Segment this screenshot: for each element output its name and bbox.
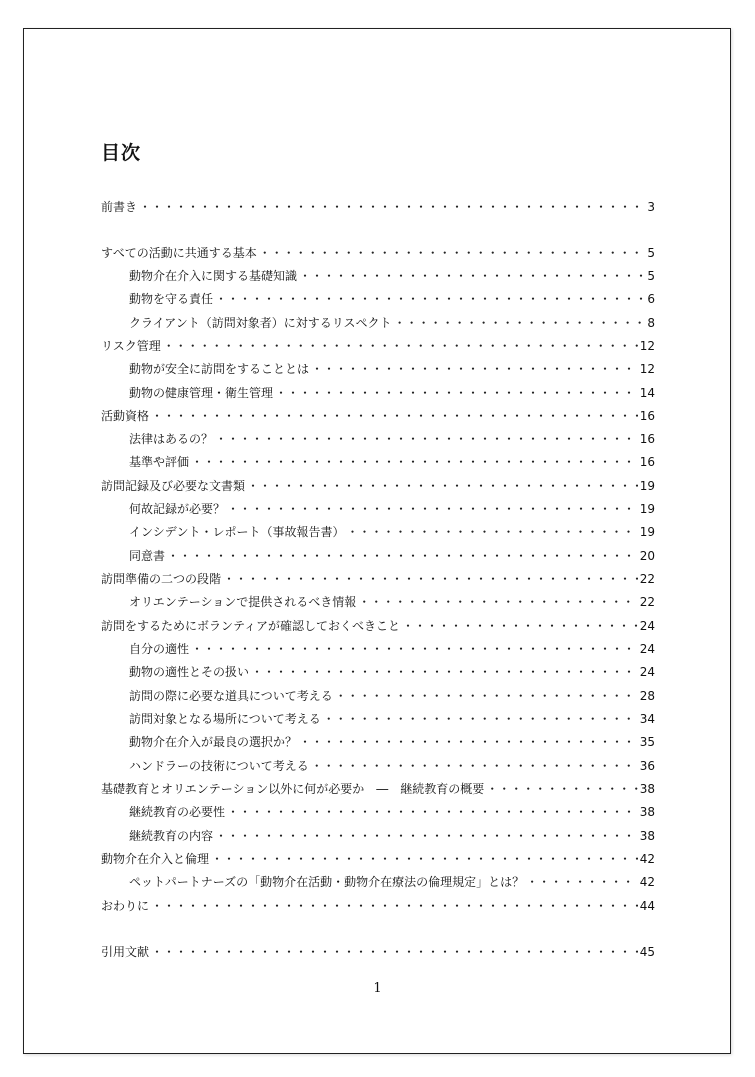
toc-entry-page: 19 (639, 502, 655, 516)
toc-entry-page: 45 (639, 945, 655, 959)
toc-leader-dots (151, 943, 638, 961)
toc-entry-label: 訪問対象となる場所について考える (129, 712, 321, 726)
toc-entry[interactable] (101, 360, 655, 378)
toc-entry-page: 16 (639, 455, 655, 469)
toc-entry-label: 同意書 (129, 549, 166, 563)
toc-leader-dots (191, 640, 638, 658)
toc-entry-label: 継続教育の内容 (129, 829, 214, 843)
toc-entry[interactable] (101, 500, 655, 518)
toc-entry-page: 24 (639, 665, 655, 679)
toc-leader-dots (275, 384, 638, 402)
toc-entry-label: ハンドラーの技術について考える (129, 759, 309, 773)
toc-entry[interactable] (101, 780, 655, 798)
toc-entry-page: 16 (639, 432, 655, 446)
toc-entry-label: 訪問準備の二つの段階 (101, 572, 222, 586)
toc-leader-dots (311, 757, 638, 775)
toc-leader-dots (211, 850, 638, 868)
toc-entry[interactable] (101, 897, 655, 915)
toc-leader-dots (402, 617, 638, 635)
toc-entry-label: 動物の適性とその扱い (129, 665, 250, 679)
toc-entry-label: 動物が安全に訪問をすることとは (129, 362, 310, 376)
toc-entry-label: すべての活動に共通する基本 (101, 246, 257, 260)
toc-entry[interactable] (101, 757, 655, 775)
toc-entry-label: 前書き (101, 200, 138, 214)
toc-entry-page: 22 (639, 595, 655, 609)
toc-leader-dots (215, 290, 645, 308)
toc-leader-dots (151, 407, 638, 425)
toc-leader-dots (346, 523, 637, 541)
toc-entry[interactable] (101, 687, 655, 705)
toc-entry-page: 35 (639, 735, 655, 749)
toc-entry[interactable] (101, 943, 655, 961)
toc-leader-dots (191, 453, 638, 471)
toc-leader-dots (358, 593, 637, 611)
toc-entry-page: 16 (639, 409, 655, 423)
toc-entry[interactable] (101, 267, 655, 285)
toc-entry[interactable] (101, 873, 655, 891)
toc-entry-page: 12 (639, 362, 655, 376)
toc-entry-label: おわりに (101, 899, 150, 913)
toc-leader-dots (247, 477, 638, 495)
toc-entry-page: 36 (639, 759, 655, 773)
toc-leader-dots (227, 803, 638, 821)
toc-entry-label: リスク管理 (101, 339, 161, 353)
page-number: 1 (373, 981, 382, 996)
toc-leader-dots (215, 827, 638, 845)
toc-entry-page: 38 (639, 782, 655, 796)
toc-entry-page: 19 (639, 479, 655, 493)
toc-leader-dots (163, 337, 638, 355)
toc-entry-page: 14 (639, 386, 655, 400)
toc-entry-page: 5 (647, 246, 655, 260)
toc-entry[interactable] (101, 547, 655, 565)
toc-leader-dots (251, 663, 638, 681)
toc-leader-dots (259, 244, 646, 262)
toc-leader-dots (323, 710, 638, 728)
toc-entry-label: 活動資格 (101, 409, 150, 423)
toc-leader-dots (299, 267, 645, 285)
toc-leader-dots (167, 547, 638, 565)
toc-entry-label: 基準や評価 (129, 455, 190, 469)
toc-entry[interactable] (101, 710, 655, 728)
toc-leader-dots (215, 430, 638, 448)
toc-entry-page: 24 (639, 619, 655, 633)
toc-entry-page: 44 (639, 899, 655, 913)
toc-entry[interactable] (101, 198, 655, 216)
toc-entry[interactable] (101, 850, 655, 868)
toc-entry-label: 訪問記録及び必要な文書類 (101, 479, 246, 493)
toc-entry-page: 12 (639, 339, 655, 353)
toc-leader-dots (486, 780, 637, 798)
toc-entry-label: 基礎教育とオリエンテーション以外に何が必要か ― 継続教育の概要 (101, 782, 485, 796)
toc-entry-label: 法律はあるの？ (129, 432, 214, 446)
toc-leader-dots (335, 687, 638, 705)
toc-entry-page: 34 (639, 712, 655, 726)
toc-entry[interactable] (101, 523, 655, 541)
toc-leader-dots (139, 198, 645, 216)
toc-entry-label: 訪問の際に必要な道具について考える (129, 689, 333, 703)
toc-entry-label: 動物介在介入に関する基礎知識 (129, 269, 298, 283)
toc-entry-label: 動物の健康管理・衛生管理 (129, 386, 274, 400)
toc-entry-page: 19 (639, 525, 655, 539)
toc-entry[interactable] (101, 477, 655, 495)
toc-entry-label: インシデント・レポート（事故報告書） (129, 525, 345, 539)
toc-entry-page: 20 (639, 549, 655, 563)
toc-entry-label: オリエンテーションで提供されるべき情報 (129, 595, 357, 609)
toc-entry[interactable] (101, 570, 655, 588)
toc-entry-label: 動物を守る責任 (129, 292, 214, 306)
toc-entry-label: 自分の適性 (129, 642, 190, 656)
toc-entry[interactable] (101, 663, 655, 681)
toc-entry-label: 継続教育の必要性 (129, 805, 226, 819)
toc-entry-page: 24 (639, 642, 655, 656)
toc-entry-label: 訪問をするためにボランティアが確認しておくべきこと (101, 619, 401, 633)
toc-entry-label: 動物介在介入が最良の選択か？ (129, 735, 298, 749)
toc-entry[interactable] (101, 314, 655, 332)
toc-leader-dots (223, 570, 638, 588)
toc-entry[interactable] (101, 407, 655, 425)
toc-leader-dots (394, 314, 646, 332)
toc-entry[interactable] (101, 827, 655, 845)
toc-entry-page: 3 (647, 200, 655, 214)
toc-entry-page: 42 (639, 852, 655, 866)
toc-entry-label: 何故記録が必要？ (129, 502, 226, 516)
toc-entry-label: 動物介在介入と倫理 (101, 852, 210, 866)
toc-entry[interactable] (101, 640, 655, 658)
toc-entry[interactable] (101, 617, 655, 635)
toc-entry[interactable] (101, 337, 655, 355)
toc-entry[interactable] (101, 290, 655, 308)
toc-entry-page: 38 (639, 805, 655, 819)
toc-entry-label: ペットパートナーズの「動物介在活動・動物介在療法の倫理規定」とは？ (129, 875, 525, 889)
toc-entry[interactable] (101, 593, 655, 611)
toc-entry-page: 22 (639, 572, 655, 586)
toc-entry[interactable] (101, 244, 655, 262)
toc-entry-label: クライアント（訪問対象者）に対するリスペクト (129, 316, 392, 330)
toc-entry[interactable] (101, 803, 655, 821)
toc-leader-dots (311, 360, 638, 378)
toc-entry-page: 8 (647, 316, 655, 330)
toc-entry-page: 38 (639, 829, 655, 843)
toc-leader-dots (526, 873, 638, 891)
toc-leader-dots (151, 897, 638, 915)
toc-leader-dots (299, 733, 638, 751)
toc-title: 目次 (101, 142, 142, 164)
toc-entry-label: 引用文献 (101, 945, 150, 959)
toc-entry[interactable] (101, 453, 655, 471)
toc-entry-page: 5 (647, 269, 655, 283)
toc-entry[interactable] (101, 384, 655, 402)
toc-leader-dots (227, 500, 638, 518)
toc-entry-page: 28 (639, 689, 655, 703)
toc-entry[interactable] (101, 430, 655, 448)
toc-entry[interactable] (101, 733, 655, 751)
toc-entry-page: 42 (639, 875, 655, 889)
toc-entry-page: 6 (647, 292, 655, 306)
